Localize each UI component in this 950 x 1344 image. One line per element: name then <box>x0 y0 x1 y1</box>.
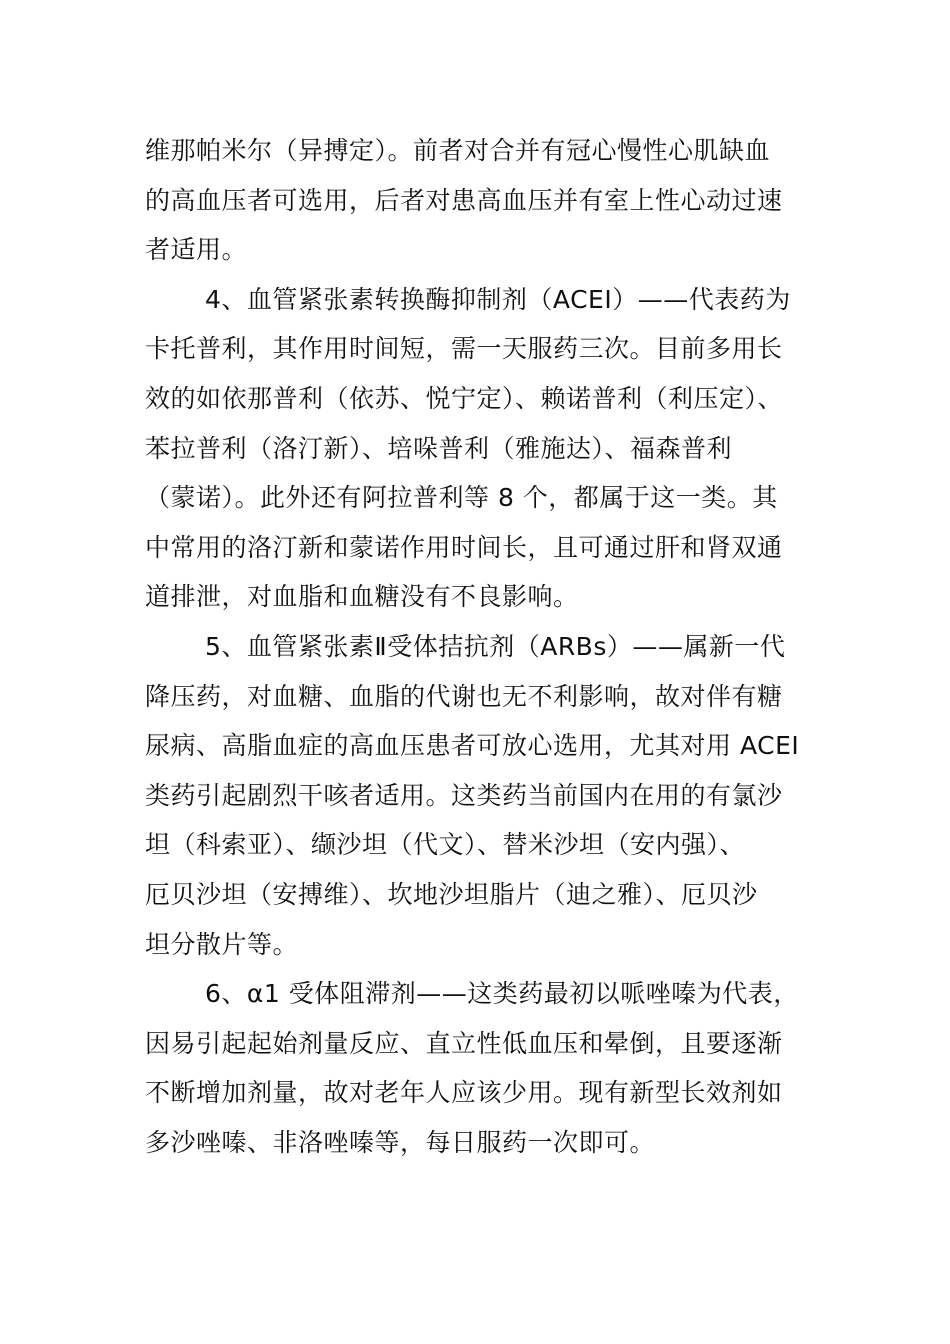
text-line: 维那帕米尔（异搏定）。前者对合并有冠心慢性心肌缺血 <box>145 136 771 165</box>
text-line: 因易引起起始剂量反应、直立性低血压和晕倒，且要逐渐 <box>145 1028 783 1058</box>
text-line: 道排泄，对血脂和血糖没有不良影响。 <box>145 582 579 612</box>
text-line: 者适用。 <box>145 235 248 265</box>
text-line: 苯拉普利（洛汀新）、培哚普利（雅施达）、福森普利 <box>145 433 733 463</box>
text-line: 中常用的洛汀新和蒙诺作用时间长，且可通过肝和肾双通 <box>145 532 783 562</box>
text-line: 卡托普利，其作用时间短，需一天服药三次。目前多用长 <box>145 334 783 364</box>
text-line: （蒙诺）。此外还有阿拉普利等 8 个，都属于这一类。其 <box>145 483 778 513</box>
text-line: 类药引起剧烈干咳者适用。这类药当前国内在用的有氯沙 <box>145 780 783 810</box>
body-text <box>145 126 805 1167</box>
text-line: 尿病、高脂血症的高血压患者可放心选用，尤其对用 ACEI <box>145 731 800 761</box>
text-line: 多沙唑嗪、非洛唑嗪等，每日服药一次即可。 <box>145 1127 656 1157</box>
text-line: 坦分散片等。 <box>145 929 299 959</box>
text-line: 效的如依那普利（依苏、悦宁定）、赖诺普利（利压定）、 <box>145 383 784 413</box>
text-line: 的高血压者可选用，后者对患高血压并有室上性心动过速 <box>145 185 783 215</box>
paragraph-4-first-line: 4、血管紧张素转换酶抑制剂（ACEI）——代表药为 <box>205 284 791 314</box>
text-line: 坦（科索亚）、缬沙坦（代文）、替米沙坦（安内强）、 <box>145 830 746 860</box>
paragraph-5-first-line: 5、血管紧张素Ⅱ受体拮抗剂（ARBs）——属新一代 <box>205 631 786 661</box>
text-line: 降压药，对血糖、血脂的代谢也无不利影响，故对伴有糖 <box>145 681 783 711</box>
text-line: 厄贝沙坦（安搏维）、坎地沙坦脂片（迪之雅）、厄贝沙 <box>145 879 758 909</box>
paragraph-6-first-line: 6、α1 受体阻滞剂——这类药最初以哌唑嗪为代表， <box>205 979 799 1009</box>
text-line: 不断增加剂量，故对老年人应该少用。现有新型长效剂如 <box>145 1078 783 1108</box>
